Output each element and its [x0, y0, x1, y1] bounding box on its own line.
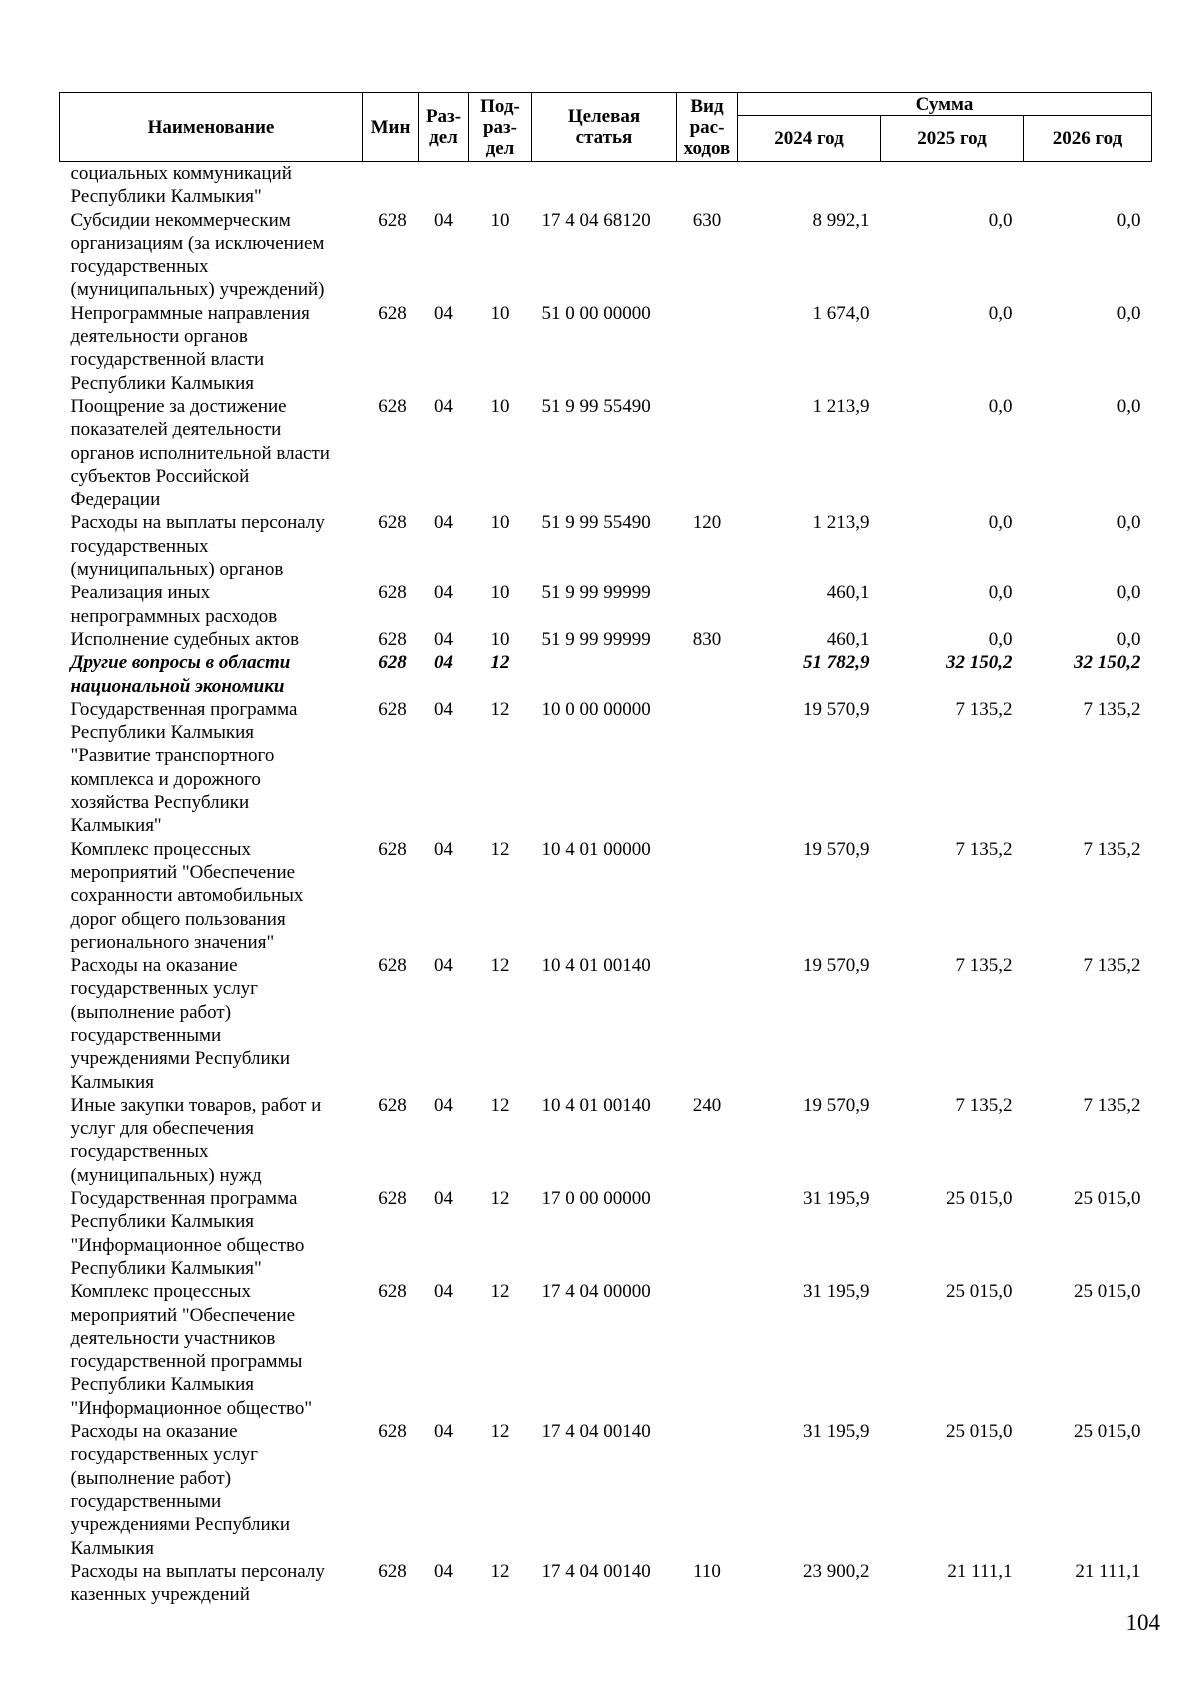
row-razdel: 04 [434, 1560, 453, 1582]
page-number: 104 [1125, 1610, 1160, 1635]
table-row [60, 954, 1152, 1094]
row-name: Расходы на выплаты персоналу государственных (муниципальных) органов [70, 512, 325, 581]
row-podrazdel: 10 [490, 628, 510, 650]
row-name: Реализация иных непрограммных расходов [70, 582, 278, 627]
row-sum-2026: 7 135,2 [1083, 698, 1141, 720]
table-body [60, 162, 1152, 1607]
row-vid-rashodov [677, 1187, 738, 1280]
row-sum-2026: 0,0 [1116, 395, 1141, 417]
row-name: Комплекс процессных мероприятий "Обеспечение деятельности участников государственной программы Республики Калмыкия "Информационное общество" [70, 1281, 313, 1419]
table-row [60, 395, 1152, 511]
row-name: Государственная программа Республики Калмыкия "Развитие транспортного комплекса и дорожного хозяйства Республики Калмыкия" [70, 698, 298, 837]
row-razdel [419, 162, 469, 209]
row-razdel: 04 [434, 1094, 453, 1116]
row-podrazdel: 10 [490, 512, 510, 534]
row-sum-2024: 31 195,9 [803, 1281, 870, 1303]
table-header [60, 93, 1152, 162]
row-podrazdel: 10 [490, 582, 510, 604]
row-cel-statya: 17 4 04 68120 [541, 209, 651, 231]
row-podrazdel: 12 [490, 838, 510, 860]
row-sum-2025: 0,0 [988, 628, 1013, 650]
header-vid-rashodov: Вид рас- ходов [677, 93, 738, 162]
row-razdel: 04 [434, 838, 453, 860]
row-name: Субсидии некоммерческим организациям (за исключением государственных (муниципальных) учреждений) [70, 209, 325, 301]
row-sum-2024 [738, 162, 881, 209]
row-podrazdel: 10 [490, 302, 510, 324]
table-row [60, 838, 1152, 954]
table-row [60, 1280, 1152, 1420]
row-sum-2025: 0,0 [988, 512, 1013, 534]
row-sum-2026: 0,0 [1116, 582, 1141, 604]
row-podrazdel: 10 [490, 395, 510, 417]
table-row [60, 581, 1152, 628]
row-min: 628 [378, 698, 407, 720]
row-vid-rashodov [677, 698, 738, 838]
row-sum-2026 [1024, 162, 1152, 209]
row-sum-2024: 19 570,9 [803, 838, 870, 860]
header-cel-statya: Целевая статья [532, 93, 677, 162]
row-vid-rashodov [677, 1420, 738, 1560]
row-podrazdel: 12 [490, 698, 510, 720]
row-sum-2025 [881, 162, 1024, 209]
row-vid-rashodov: 120 [692, 512, 722, 534]
row-sum-2026: 32 150,2 [1074, 652, 1141, 674]
header-podrazdel: Под- раз- дел [469, 93, 532, 162]
row-podrazdel: 12 [490, 1094, 510, 1116]
row-min: 628 [378, 838, 407, 860]
row-podrazdel: 12 [490, 1560, 510, 1582]
row-min: 628 [378, 395, 407, 417]
row-razdel: 04 [434, 1281, 453, 1303]
row-min: 628 [378, 955, 407, 977]
row-vid-rashodov: 830 [692, 628, 722, 650]
table-row [60, 302, 1152, 395]
header-summa: Сумма [738, 93, 1152, 116]
row-min: 628 [378, 1281, 407, 1303]
header-year-2024: 2024 год [738, 116, 881, 162]
row-razdel: 04 [434, 1421, 453, 1443]
row-podrazdel: 12 [490, 955, 510, 977]
row-cel-statya: 10 0 00 00000 [541, 698, 651, 720]
table-row [60, 628, 1152, 651]
row-name: Непрограммные направления деятельности органов государственной власти Республики Калмыкия [70, 302, 310, 394]
row-vid-rashodov [677, 1280, 738, 1420]
row-cel-statya: 51 9 99 99999 [541, 582, 651, 604]
row-cel-statya: 17 4 04 00140 [541, 1421, 651, 1443]
row-cel-statya [532, 162, 677, 209]
row-name: Исполнение судебных актов [70, 628, 300, 650]
row-sum-2026: 25 015,0 [1074, 1281, 1141, 1303]
row-name: Расходы на оказание государственных услуг (выполнение работ) государственными учреждениями Республики Калмыкия [70, 955, 291, 1093]
row-podrazdel: 12 [490, 1421, 510, 1443]
row-sum-2026: 25 015,0 [1074, 1188, 1141, 1210]
row-name: социальных коммуникаций Республики Калмыкия" [70, 163, 292, 208]
row-sum-2024: 1 213,9 [812, 512, 870, 534]
header-razdel: Раз- дел [419, 93, 469, 162]
row-sum-2025: 32 150,2 [946, 652, 1013, 674]
row-razdel: 04 [434, 955, 453, 977]
table-row [60, 1187, 1152, 1280]
row-min: 628 [378, 209, 407, 231]
row-sum-2024: 31 195,9 [803, 1421, 870, 1443]
row-name: Комплекс процессных мероприятий "Обеспечение сохранности автомобильных дорог общего пользования регионального значения" [70, 838, 304, 953]
row-sum-2024: 460,1 [826, 582, 870, 604]
row-sum-2025: 7 135,2 [955, 955, 1013, 977]
header-year-2025: 2025 год [881, 116, 1024, 162]
row-name: Поощрение за достижение показателей деятельности органов исполнительной власти субъектов Российской Федерации [70, 395, 330, 511]
row-razdel: 04 [434, 628, 453, 650]
table-row [60, 698, 1152, 838]
row-razdel: 04 [434, 652, 453, 674]
row-name: Расходы на выплаты персоналу казенных учреждений [70, 1560, 325, 1606]
row-min: 628 [378, 628, 407, 650]
budget-table [59, 92, 1152, 1606]
row-cel-statya: 10 4 01 00140 [541, 955, 651, 977]
row-sum-2024: 19 570,9 [803, 698, 870, 720]
header-name: Наименование [60, 93, 363, 162]
row-sum-2024: 19 570,9 [803, 1094, 870, 1116]
row-razdel: 04 [434, 302, 453, 324]
row-name: Иные закупки товаров, работ и услуг для обеспечения государственных (муниципальных) нужд [70, 1094, 322, 1186]
table-row [60, 162, 1152, 209]
row-cel-statya: 10 4 01 00140 [541, 1094, 651, 1116]
row-vid-rashodov [677, 581, 738, 628]
row-podrazdel: 12 [490, 1188, 510, 1210]
row-min [363, 162, 419, 209]
row-vid-rashodov [677, 395, 738, 511]
row-vid-rashodov [677, 162, 738, 209]
row-cel-statya: 17 0 00 00000 [541, 1188, 651, 1210]
header-min: Мин [363, 93, 419, 162]
row-sum-2026: 0,0 [1116, 628, 1141, 650]
table-row [60, 511, 1152, 581]
row-podrazdel: 10 [490, 209, 510, 231]
row-sum-2026: 7 135,2 [1083, 838, 1141, 860]
row-min: 628 [378, 582, 407, 604]
row-podrazdel [469, 162, 532, 209]
row-sum-2026: 7 135,2 [1083, 1094, 1141, 1116]
row-razdel: 04 [434, 582, 453, 604]
row-cel-statya: 17 4 04 00140 [541, 1560, 651, 1582]
row-sum-2025: 7 135,2 [955, 838, 1013, 860]
row-min: 628 [378, 1421, 407, 1443]
row-razdel: 04 [434, 698, 453, 720]
row-vid-rashodov: 240 [692, 1094, 722, 1116]
row-sum-2025: 7 135,2 [955, 698, 1013, 720]
row-name: Другие вопросы в области национальной экономики [70, 652, 291, 697]
row-razdel: 04 [434, 395, 453, 417]
row-sum-2025: 7 135,2 [955, 1094, 1013, 1116]
table-row [60, 651, 1152, 698]
row-sum-2024: 8 992,1 [812, 209, 870, 231]
row-cel-statya: 51 0 00 00000 [541, 302, 651, 324]
row-sum-2024: 1 213,9 [812, 395, 870, 417]
row-sum-2024: 1 674,0 [812, 302, 870, 324]
row-cel-statya: 10 4 01 00000 [541, 838, 651, 860]
row-sum-2025: 0,0 [988, 395, 1013, 417]
row-sum-2025: 25 015,0 [946, 1421, 1013, 1443]
table-row [60, 1094, 1152, 1187]
row-vid-rashodov: 110 [693, 1560, 721, 1582]
row-razdel: 04 [434, 512, 453, 534]
row-vid-rashodov [677, 954, 738, 1094]
row-sum-2026: 0,0 [1116, 209, 1141, 231]
row-name: Расходы на оказание государственных услуг (выполнение работ) государственными учреждениями Республики Калмыкия [70, 1421, 291, 1559]
row-vid-rashodov [677, 302, 738, 395]
row-sum-2026: 21 111,1 [1075, 1560, 1141, 1582]
row-sum-2025: 0,0 [988, 209, 1013, 231]
row-sum-2026: 7 135,2 [1083, 955, 1141, 977]
table-row [60, 209, 1152, 302]
row-sum-2026: 25 015,0 [1074, 1421, 1141, 1443]
row-min: 628 [378, 302, 407, 324]
row-vid-rashodov [677, 651, 738, 698]
row-sum-2024: 19 570,9 [803, 955, 870, 977]
row-sum-2025: 0,0 [988, 582, 1013, 604]
row-min: 628 [378, 1188, 407, 1210]
row-podrazdel: 12 [490, 652, 510, 674]
table-row [60, 1420, 1152, 1560]
row-vid-rashodov: 630 [692, 209, 722, 231]
row-sum-2026: 0,0 [1116, 512, 1141, 534]
row-sum-2024: 23 900,2 [803, 1560, 870, 1582]
row-sum-2025: 25 015,0 [946, 1281, 1013, 1303]
row-min: 628 [378, 652, 407, 674]
row-cel-statya: 17 4 04 00000 [541, 1281, 651, 1303]
row-min: 628 [378, 512, 407, 534]
row-cel-statya [532, 651, 677, 698]
row-podrazdel: 12 [490, 1281, 510, 1303]
row-cel-statya: 51 9 99 55490 [541, 395, 651, 417]
row-sum-2025: 21 111,1 [947, 1560, 1013, 1582]
row-min: 628 [378, 1094, 407, 1116]
row-sum-2024: 51 782,9 [803, 652, 870, 674]
row-sum-2024: 460,1 [826, 628, 870, 650]
table-row [60, 1560, 1152, 1607]
row-min: 628 [378, 1560, 407, 1582]
row-razdel: 04 [434, 209, 453, 231]
row-sum-2025: 0,0 [988, 302, 1013, 324]
row-cel-statya: 51 9 99 99999 [541, 628, 651, 650]
row-sum-2026: 0,0 [1116, 302, 1141, 324]
header-year-2026: 2026 год [1024, 116, 1152, 162]
row-vid-rashodov [677, 838, 738, 954]
row-sum-2024: 31 195,9 [803, 1188, 870, 1210]
row-name: Государственная программа Республики Калмыкия "Информационное общество Республики Калмыкия" [70, 1188, 305, 1279]
row-razdel: 04 [434, 1188, 453, 1210]
row-sum-2025: 25 015,0 [946, 1188, 1013, 1210]
row-cel-statya: 51 9 99 55490 [541, 512, 651, 534]
